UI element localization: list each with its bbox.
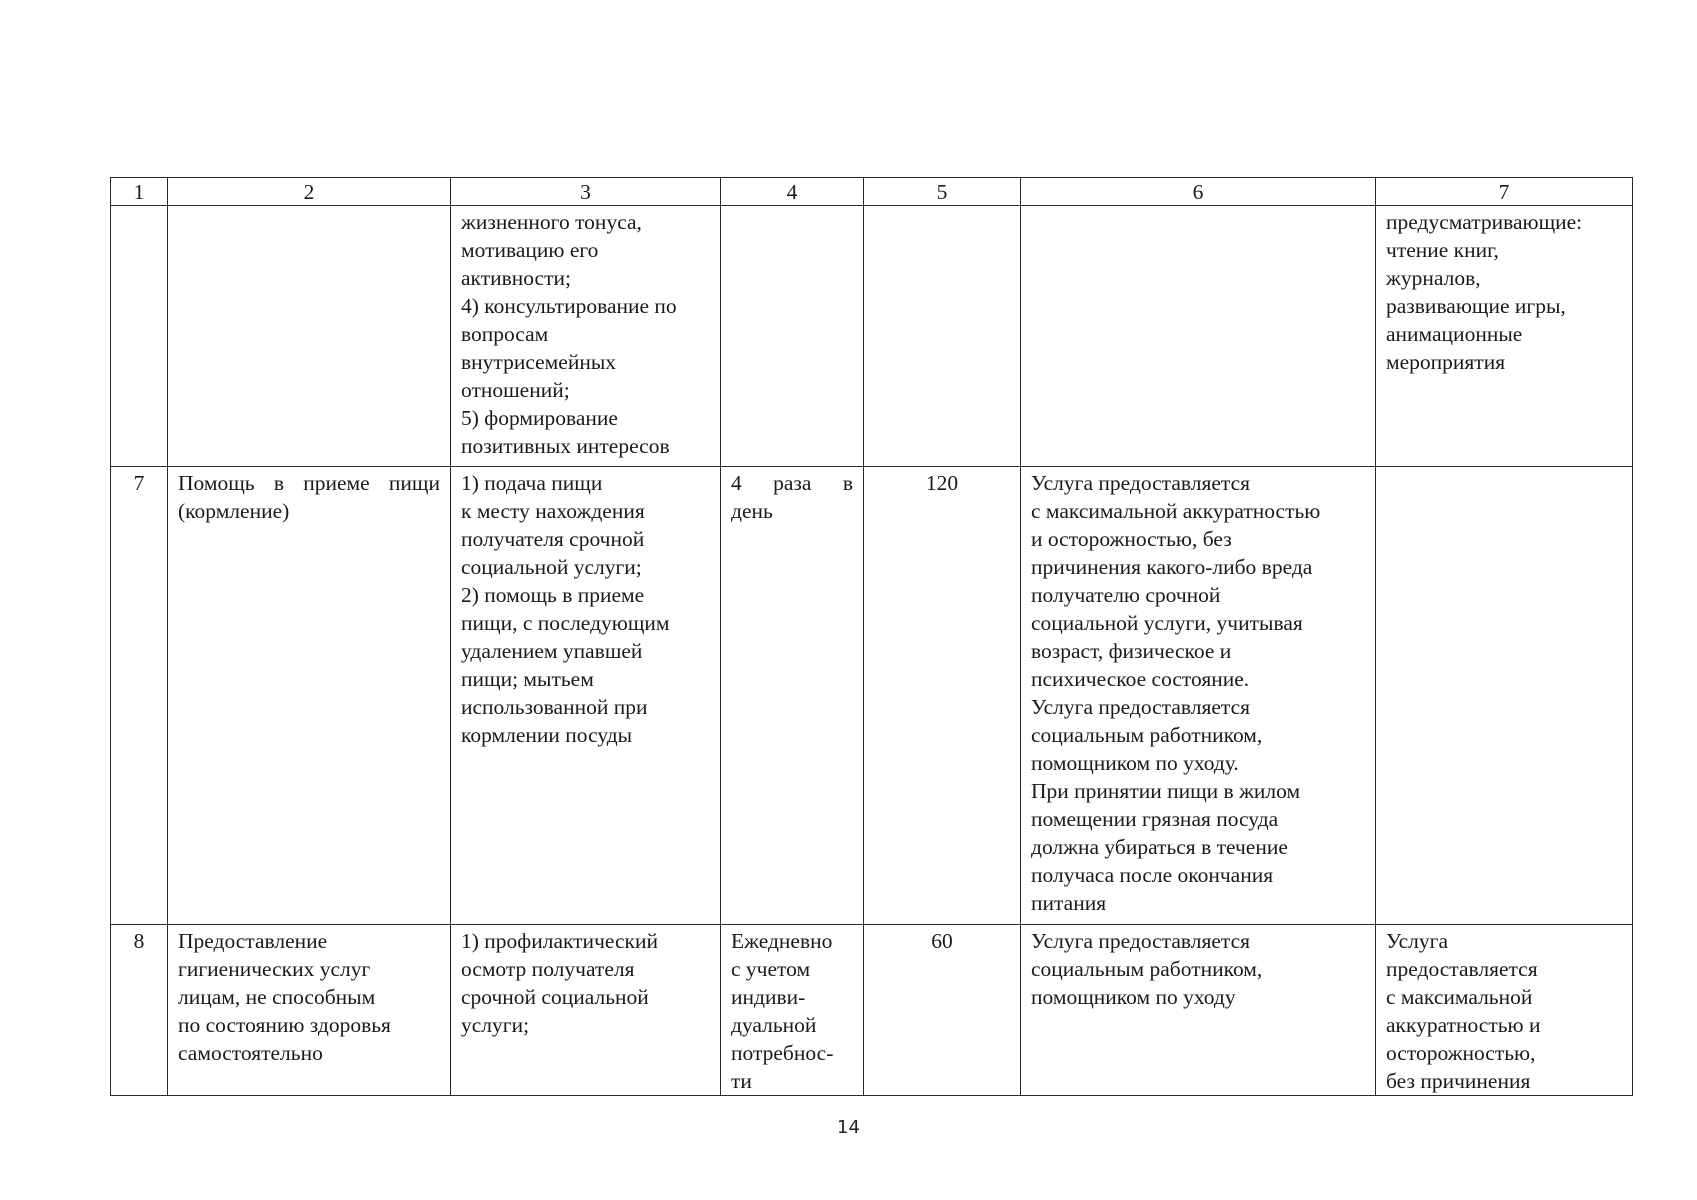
row-number-cell: 8 xyxy=(111,925,168,1096)
column-number-header-row xyxy=(111,178,1633,206)
frequency-line: день xyxy=(731,499,773,523)
table-row xyxy=(111,925,1633,1096)
column-number-header: 5 xyxy=(864,178,1021,206)
table-row xyxy=(111,206,1633,467)
service-content-cell: 1) профилактический осмотр получателя срочной социальной услуги; xyxy=(451,925,721,1096)
table-row xyxy=(111,467,1633,925)
quality-cell: предусматривающие: чтение книг, журналов, развивающие игры, анимационные мероприятия xyxy=(1376,206,1633,467)
column-number-header: 6 xyxy=(1021,178,1376,206)
frequency-cell xyxy=(721,467,864,925)
conditions-cell xyxy=(1021,206,1376,467)
service-name-line: Помощь в приеме пищи xyxy=(178,471,440,495)
row-number-cell xyxy=(111,206,168,467)
column-number-header: 7 xyxy=(1376,178,1633,206)
column-number-header: 2 xyxy=(168,178,451,206)
duration-cell: 120 xyxy=(864,467,1021,925)
conditions-cell: Услуга предоставляется с максимальной аккуратностью и осторожностью, без причинения какого-либо вреда получателю срочной социальной услуги, учитывая возраст, физическое и психическое состояние. Услуга предоставляется социальным работником, помощником по уходу. При принятии пищи в жилом помещении грязная посуда должна убираться в течение получаса после окончания питания xyxy=(1021,467,1376,925)
service-name-line: (кормление) xyxy=(178,499,290,523)
service-name-cell: Предоставление гигиенических услуг лицам, не способным по состоянию здоровья самостоятельно xyxy=(168,925,451,1096)
conditions-cell: Услуга предоставляется социальным работником, помощником по уходу xyxy=(1021,925,1376,1096)
frequency-cell: Ежедневно с учетом индиви- дуальной потребнос- ти xyxy=(721,925,864,1096)
column-number-header: 4 xyxy=(721,178,864,206)
row-number-cell: 7 xyxy=(111,467,168,925)
service-name-cell xyxy=(168,206,451,467)
page-number: 14 xyxy=(837,1117,860,1138)
quality-cell xyxy=(1376,467,1633,925)
frequency-cell xyxy=(721,206,864,467)
duration-cell: 60 xyxy=(864,925,1021,1096)
duration-cell xyxy=(864,206,1021,467)
column-number-header: 1 xyxy=(111,178,168,206)
services-table xyxy=(110,177,1633,1096)
column-number-header: 3 xyxy=(451,178,721,206)
frequency-line: 4 раза в xyxy=(731,471,853,495)
quality-cell: Услуга предоставляется с максимальной аккуратностью и осторожностью, без причинения xyxy=(1376,925,1633,1096)
service-name-cell xyxy=(168,467,451,925)
service-content-cell: жизненного тонуса, мотивацию его активности; 4) консультирование по вопросам внутрисемейных отношений; 5) формирование позитивных интересов xyxy=(451,206,721,467)
service-content-cell: 1) подача пищи к месту нахождения получателя срочной социальной услуги; 2) помощь в приеме пищи, с последующим удалением упавшей пищи; мытьем использованной при кормлении посуды xyxy=(451,467,721,925)
